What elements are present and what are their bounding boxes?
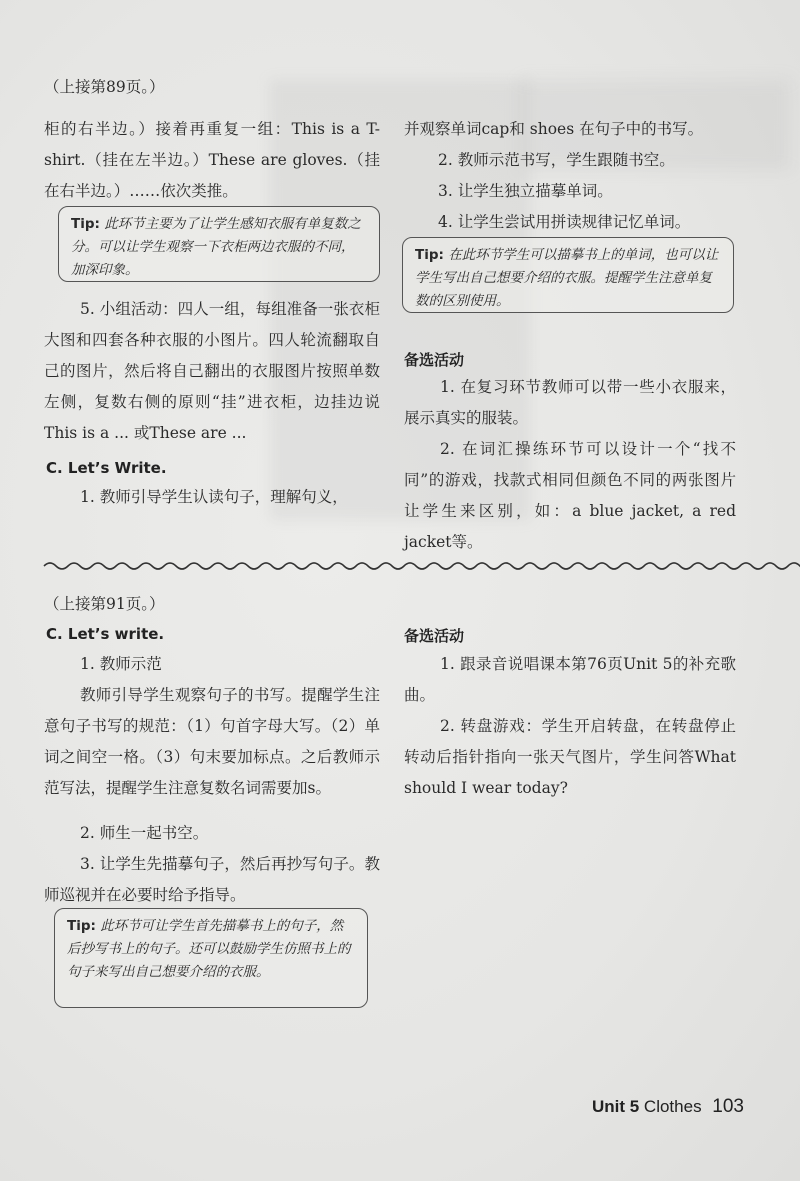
tip-label: Tip: bbox=[67, 918, 96, 934]
left-paragraph-1: 柜的右半边。）接着再重复一组：This is a T-shirt.（挂在左半边。）These are gloves.（挂在右半边。）……依次类推。 bbox=[44, 120, 380, 200]
tip-label: Tip: bbox=[71, 216, 100, 232]
footer-unit: Unit 5 bbox=[591, 1097, 640, 1116]
left-item-3: 3. 让学生先描摹句子，然后再抄写句子。教师巡视并在必要时给予指导。 bbox=[44, 855, 380, 904]
left-paragraph-3: 1. 教师引导学生认读句子，理解句义， bbox=[80, 488, 348, 506]
left-item-1: 1. 教师示范 bbox=[80, 655, 162, 673]
right-item-4: 4. 让学生尝试用拼读规律记忆单词。 bbox=[438, 213, 691, 231]
continued-note-2: （上接第91页。） bbox=[44, 595, 165, 613]
alt-activities-heading: 备选活动 bbox=[404, 351, 465, 369]
page-footer bbox=[592, 1096, 744, 1118]
alt-activity-1: 1. 在复习环节教师可以带一些小衣服来，展示真实的服装。 bbox=[404, 378, 736, 427]
tip-text: 此环节可让学生首先描摹书上的句子，然后抄写书上的句子。还可以鼓励学生仿照书上的句子来写出自己想要介绍的衣服。 bbox=[67, 918, 351, 980]
continued-note: （上接第89页。） bbox=[44, 78, 165, 96]
page-number: 103 bbox=[712, 1096, 744, 1117]
left-paragraph-2: 5. 小组活动：四人一组，每组准备一张衣柜大图和四套各种衣服的小图片。四人轮流翻取自己的图片，然后将自己翻出的衣服图片按照单数左侧，复数右侧的原则“挂”进衣柜，边挂边说This is a ... 或These are ... bbox=[44, 300, 380, 442]
right-item-2: 2. 教师示范书写，学生跟随书空。 bbox=[438, 151, 675, 169]
tip-label: Tip: bbox=[415, 247, 444, 263]
alt-activity-2: 2. 在词汇操练环节可以设计一个“找不同”的游戏，找款式相同但颜色不同的两张图片让学生来区别，如：a blue jacket, a red jacket等。 bbox=[404, 440, 736, 551]
tip-text: 在此环节学生可以描摹书上的单词，也可以让学生写出自己想要介绍的衣服。提醒学生注意单复数的区别使用。 bbox=[415, 247, 719, 309]
tip-text: 此环节主要为了让学生感知衣服有单复数之分。可以让学生观察一下衣柜两边衣服的不同，加深印象。 bbox=[71, 216, 361, 278]
alt-activity-3: 1. 跟录音说唱课本第76页Unit 5的补充歌曲。 bbox=[404, 655, 736, 704]
alt-activities-heading-2: 备选活动 bbox=[404, 627, 465, 645]
left-paragraph-4: 教师引导学生观察句子的书写。提醒学生注意句子书写的规范：（1）句首字母大写。（2）单词之间空一格。（3）句末要加标点。之后教师示范写法，提醒学生注意复数名词需要加s。 bbox=[44, 686, 380, 797]
right-item-3: 3. 让学生独立描摹单词。 bbox=[438, 182, 613, 200]
left-item-2: 2. 师生一起书空。 bbox=[80, 824, 209, 842]
right-line-0: 并观察单词cap和 shoes 在句子中的书写。 bbox=[404, 120, 704, 138]
alt-activity-4: 2. 转盘游戏：学生开启转盘，在转盘停止转动后指针指向一张天气图片，学生问答What should I wear today? bbox=[404, 717, 736, 797]
wavy-divider bbox=[0, 556, 800, 576]
tip-box-3 bbox=[54, 908, 368, 1008]
footer-title: Clothes bbox=[643, 1097, 702, 1116]
section-heading-c-2: C. Let’s write. bbox=[46, 625, 165, 643]
tip-box-1 bbox=[58, 206, 380, 282]
tip-box-2 bbox=[402, 237, 734, 313]
section-heading-c: C. Let’s Write. bbox=[46, 459, 167, 477]
